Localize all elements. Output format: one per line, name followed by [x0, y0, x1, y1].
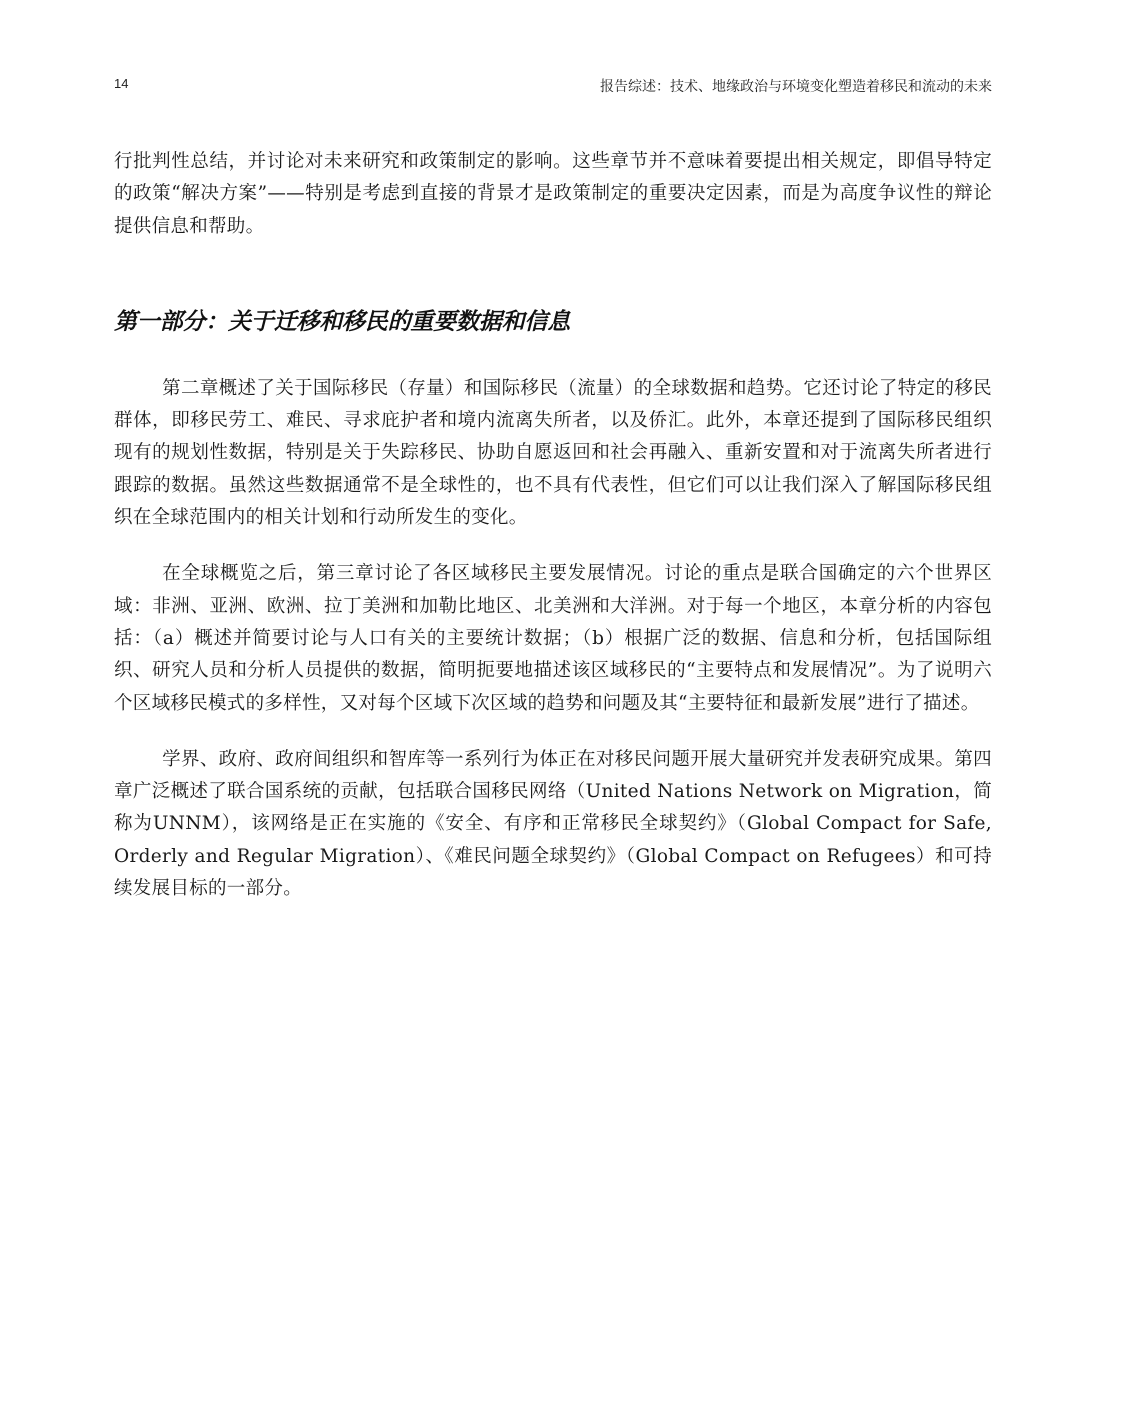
- paragraph-chapter-3: 在全球概览之后，第三章讨论了各区域移民主要发展情况。讨论的重点是联合国确定的六个世界区域：非洲、亚洲、欧洲、拉丁美洲和加勒比地区、北美洲和大洋洲。对于每一个地区，本章分析的内容包括：（a）概述并简要讨论与人口有关的主要统计数据；（b）根据广泛的数据、信息和分析，包括国际组织、研究人员和分析人员提供的数据，简明扼要地描述该区域移民的“主要特点和发展情况”。为了说明六个区域移民模式的多样性，又对每个区域下次区域的趋势和问题及其“主要特征和最新发展”进行了描述。: [114, 563, 992, 714]
- running-header-title: 报告综述：技术、地缘政治与环境变化塑造着移民和流动的未来: [600, 78, 992, 94]
- document-body: [114, 146, 992, 905]
- paragraph-chapter-4: 学界、政府、政府间组织和智库等一系列行为体正在对移民问题开展大量研究并发表研究成果。第四章广泛概述了联合国系统的贡献，包括联合国移民网络（United Nations Network on Migration，简称为UNNM），该网络是正在实施的《安全、有序和正常移民全球契约》（Global Compact for Safe, Orderly and Regular Migration）、《难民问题全球契约》（Global Compact on Refugees）和可持续发展目标的一部分。: [114, 748, 992, 900]
- section-heading: 第一部分：关于迁移和移民的重要数据和信息: [114, 308, 571, 335]
- paragraph-intro: 行批判性总结，并讨论对未来研究和政策制定的影响。这些章节并不意味着要提出相关规定，即倡导特定的政策“解决方案”——特别是考虑到直接的背景才是政策制定的重要决定因素，而是为高度争议性的辩论提供信息和帮助。: [114, 151, 992, 237]
- paragraph-chapter-2: 第二章概述了关于国际移民（存量）和国际移民（流量）的全球数据和趋势。它还讨论了特定的移民群体，即移民劳工、难民、寻求庇护者和境内流离失所者，以及侨汇。此外，本章还提到了国际移民组织现有的规划性数据，特别是关于失踪移民、协助自愿返回和社会再融入、重新安置和对于流离失所者进行跟踪的数据。虽然这些数据通常不是全球性的，也不具有代表性，但它们可以让我们深入了解国际移民组织在全球范围内的相关计划和行动所发生的变化。: [114, 377, 992, 529]
- page-number: 14: [114, 76, 129, 91]
